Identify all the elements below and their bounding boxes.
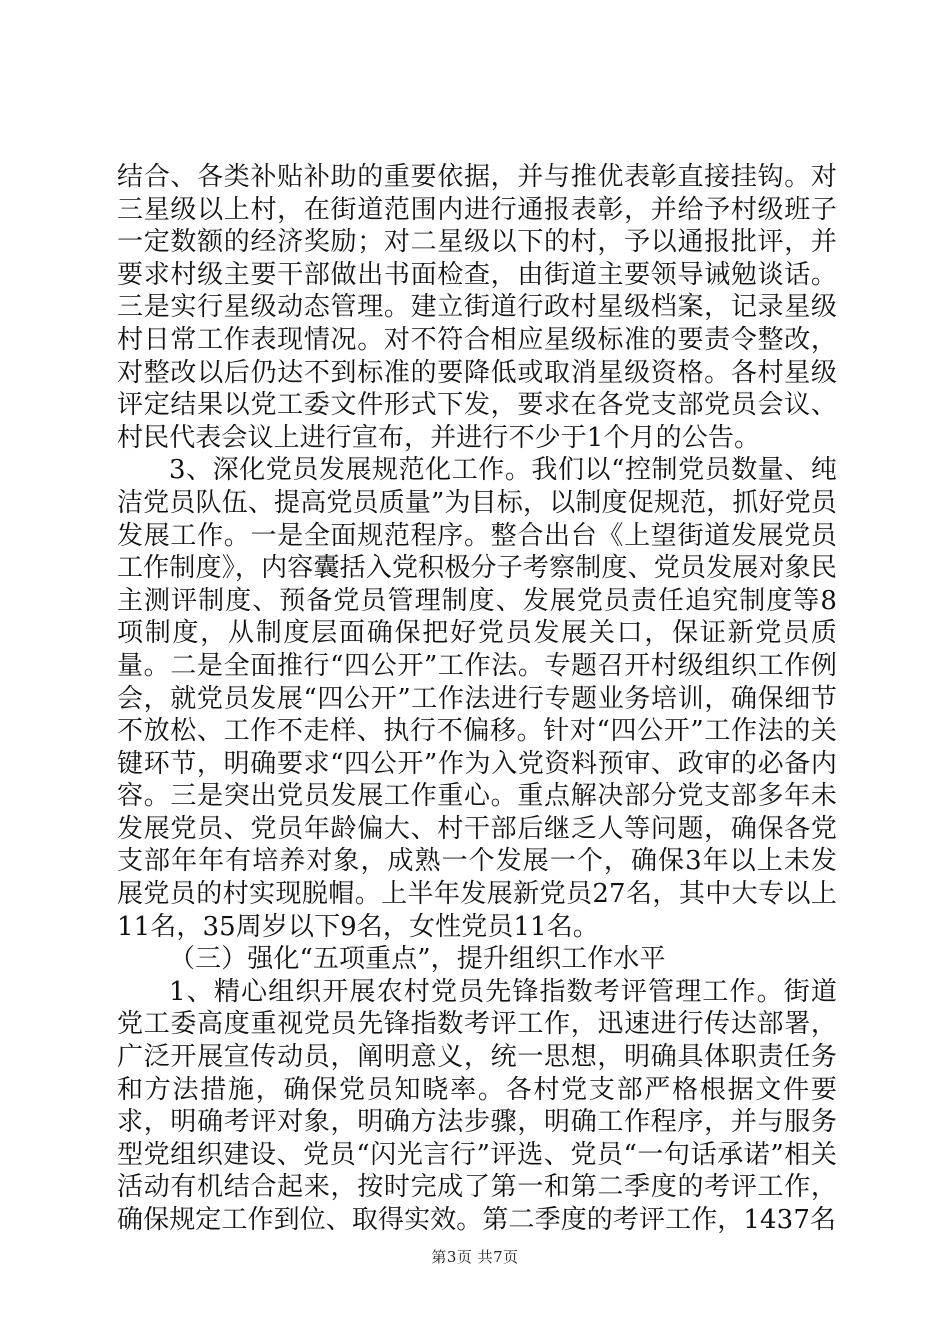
paragraph-vanguard-index-evaluation: 1、精心组织开展农村党员先锋指数考评管理工作。街道党工委高度重视党员先锋指数考评工作，迅速进行传达部署，广泛开展宣传动员，阐明意义，统一思想，明确具体职责任务和方法措施，确保党员知晓率。各村党支部严格根据文件要求，明确考评对象，明确方法步骤，明确工作程序，并与服务型党组织建设、党员“闪光言行”评选、党员“一句话承诺”相关活动有机结合起来，按时完成了第一和第二季度的考评工作，确保规定工作到位、取得实效。第二季度的考评工作，1437名 <box>117 976 837 1235</box>
page-footer: 第3页 共7页 <box>431 1248 519 1266</box>
section-heading-five-priorities: （三）强化“五项重点”，提升组织工作水平 <box>169 944 666 975</box>
paragraph-party-member-development: 3、深化党员发展规范化工作。我们以“控制党员数量、纯洁党员队伍、提高党员质量”为目标，以制度促规范，抓好党员发展工作。一是全面规范程序。整合出台《上望街道发展党员工作制度》，内容囊括入党积极分子考察制度、党员发展对象民主测评制度、预备党员管理制度、发展党员责任追究制度等8项制度，从制度层面确保把好党员发展关口，保证新党员质量。二是全面推行“四公开”工作法。专题召开村级组织工作例会，就党员发展“四公开”工作法进行专题业务培训，确保细节不放松、工作不走样、执行不偏移。针对“四公开”工作法的关键环节，明确要求“四公开”作为入党资料预审、政审的必备内容。三是突出党员发展工作重心。重点解决部分党支部多年未发展党员、党员年龄偏大、村干部后继乏人等问题，确保各党支部年年有培养对象，成熟一个发展一个，确保3年以上未发展党员的村实现脱帽。上半年发展新党员27名，其中大专以上11名，35周岁以下9名，女性党员11名。 <box>117 455 837 942</box>
paragraph-star-rating-continuation: 结合、各类补贴补助的重要依据，并与推优表彰直接挂钩。对三星级以上村，在街道范围内进行通报表彰，并给予村级班子一定数额的经济奖励；对二星级以下的村，予以通报批评，并要求村级主要干部做出书面检查，由街道主要领导诫勉谈话。三是实行星级动态管理。建立街道行政村星级档案，记录星级村日常工作表现情况。对不符合相应星级标准的要责令整改，对整改以后仍达不到标准的要降低或取消星级资格。各村星级评定结果以党工委文件形式下发，要求在各党支部党员会议、村民代表会议上进行宣布，并进行不少于1个月的公告。 <box>117 162 837 453</box>
document-body <box>117 161 837 1237</box>
